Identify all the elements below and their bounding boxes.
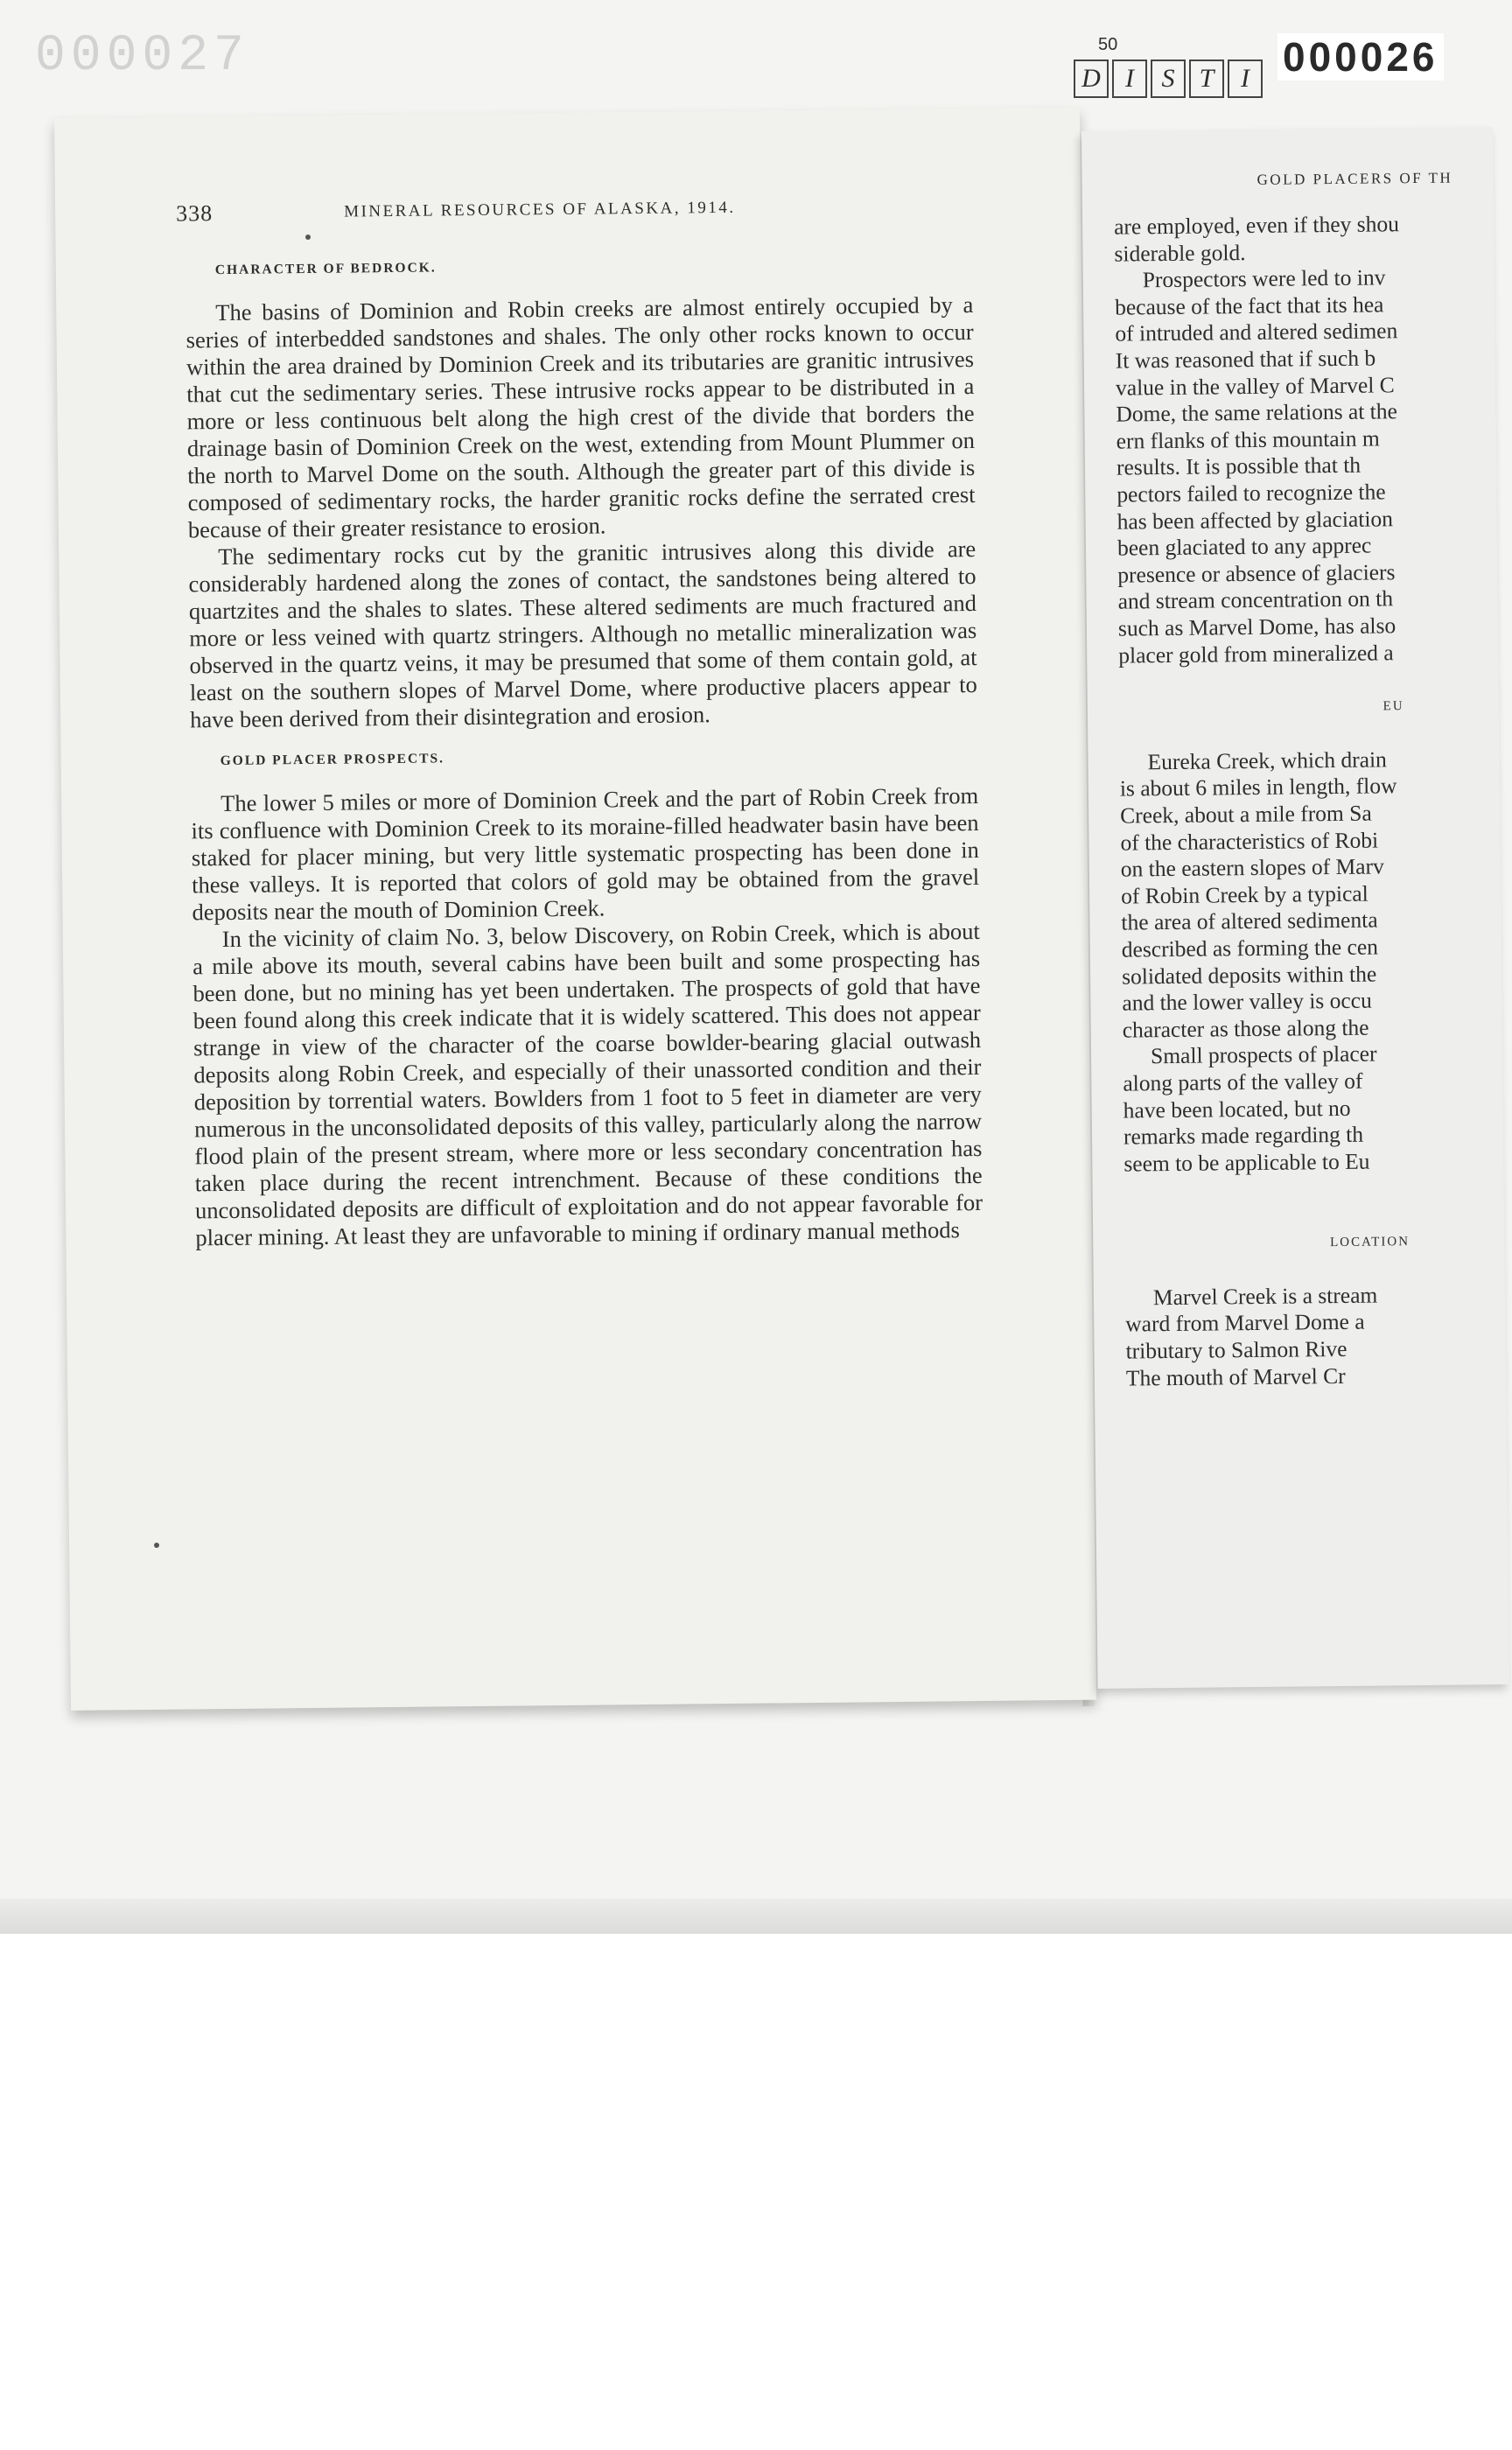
text-line: has been affected by glaciation [1116, 505, 1394, 535]
faded-stamp-number: 000027 [35, 28, 249, 85]
paragraph: The sedimentary rocks cut by the granitic intrusives along this divide are considerably hardened along the zones of contact, the sandstones being altered to quartzites and the shales to slates. These altered sediments are much fractured and more or less veined with quartz stringers. Although no metallic mineralization was observed in the quartz veins, it may be presumed that some of them contain gold, at least on the southern slopes of Marvel Dome, where productive placers appear to have been derived from their disintegration and erosion. [188, 535, 977, 733]
text-line: Eureka Creek, which drain [1147, 746, 1387, 775]
text-line: along parts of the valley of [1123, 1068, 1363, 1096]
document-number: 000026 [1278, 33, 1444, 80]
text-line: ern flanks of this mountain m [1116, 425, 1380, 454]
right-running-head: GOLD PLACERS OF TH [1256, 169, 1453, 188]
stamp-letter: I [1228, 60, 1263, 98]
scan-speck [154, 1543, 159, 1548]
text-line: and the lower valley is occu [1122, 987, 1372, 1016]
scan-speck [305, 234, 311, 240]
stamp-letter: D [1074, 60, 1109, 98]
paragraph: The basins of Dominion and Robin creeks are almost entirely occupied by a series of interbedded sandstones and shales. The only other rocks known to occur within the area drained by Dominion Creek and its tributaries are granitic intrusives that cut the sedimentary series. These intrusive rocks appear to be distributed in a more or less continuous belt along the high crest of the divide that borders the drainage basin of Dominion Creek on the west, extending from Mount Plummer on the north to Marvel Dome on the south. Although the greater part of this divide is composed of sedimentary rocks, the harder granitic rocks define the serrated crest because of their greater resistance to erosion. [186, 291, 976, 543]
text-line: been glaciated to any apprec [1116, 532, 1372, 561]
text-line: The mouth of Marvel Cr [1125, 1362, 1346, 1391]
text-line: presence or absence of glaciers [1117, 558, 1396, 588]
text-line: Dome, the same relations at the [1116, 398, 1398, 427]
stamp-small-number: 50 [1098, 35, 1118, 54]
left-page [54, 108, 1096, 1711]
text-line: of Robin Creek by a typical [1121, 880, 1368, 909]
line-gap [1124, 1175, 1410, 1205]
line-gap [1118, 666, 1404, 696]
text-line: siderable gold. [1114, 239, 1246, 267]
text-line: pectors failed to recognize the [1116, 479, 1386, 508]
text-line: placer gold from mineralized a [1118, 639, 1394, 668]
stamp-letter: T [1189, 60, 1224, 98]
text-line: Marvel Creek is a stream [1152, 1282, 1378, 1310]
paragraph: In the vicinity of claim No. 3, below Discovery, on Robin Creek, which is about a mile above its mouth, several cabins have been built and some prospecting has been done, but no mining has yet been undertaken. The prospects of gold that have been found along this creek indicate that it is widely scattered. This does not appear strange in view of the character of the coarse bowlder-bearing glacial outwash deposits along Robin Creek, and especially of their unassorted condition and their deposition by torrential waters. Bowlders from 1 foot to 5 feet in diameter are very numerous in the unconsolidated deposits of this valley, particularly along the narrow flood plain of the present stream, where more or less secondary concentration has taken place during the recent intrenchment. Because of these conditions the unconsolidated deposits are difficult of exploitation and do not appear favorable for placer mining. At least they are unfavorable to mining if ordinary manual methods [192, 917, 984, 1251]
stamp-letter: I [1112, 60, 1147, 98]
stamp-letter: S [1151, 60, 1186, 98]
page-number: 338 [175, 200, 214, 227]
right-page-body [1114, 211, 1411, 1391]
text-line: described as forming the cen [1121, 934, 1379, 962]
text-line: Creek, about a mile from Sa [1120, 800, 1372, 829]
text-line: It was reasoned that if such b [1115, 345, 1376, 374]
text-line: seem to be applicable to Eu [1124, 1148, 1370, 1177]
text-line: on the eastern slopes of Marv [1120, 853, 1384, 882]
text-line: such as Marvel Dome, has also [1117, 612, 1396, 641]
text-line: have been located, but no [1123, 1095, 1351, 1124]
section-heading: GOLD PLACER PROSPECTS. [220, 751, 445, 769]
text-line: Small prospects of placer [1150, 1040, 1377, 1069]
text-line: of the characteristics of Robi [1120, 827, 1379, 856]
text-line: and stream concentration on th [1117, 585, 1394, 614]
paragraph: The lower 5 miles or more of Dominion Creek and the part of Robin Creek from its confluence with Dominion Creek to its moraine-filled headwater basin have been staked for placer mining, but very little systematic prospecting has been done in these valleys. It is reported that colors of gold may be obtained from the gravel deposits near the mouth of Dominion Creek. [191, 781, 980, 926]
section-heading-eu: EU [1382, 698, 1404, 714]
text-line: Prospectors were led to inv [1142, 264, 1386, 293]
stamp-letter-boxes [1074, 60, 1266, 98]
line-gap [1124, 1255, 1410, 1284]
text-line: character as those along the [1122, 1014, 1369, 1043]
text-line: results. It is possible that th [1116, 452, 1362, 480]
scan-bottom-edge [0, 1899, 1512, 1934]
text-line: of intruded and altered sedimen [1115, 318, 1398, 346]
running-head: MINERAL RESOURCES OF ALASKA, 1914. [344, 198, 736, 221]
text-line: value in the valley of Marvel C [1115, 371, 1395, 401]
right-page [1082, 127, 1509, 1689]
section-heading-location: LOCATION [1329, 1234, 1410, 1250]
section-heading: CHARACTER OF BEDROCK. [214, 260, 437, 278]
archive-stamp [1063, 35, 1264, 103]
text-line: remarks made regarding th [1123, 1121, 1364, 1150]
text-line: ward from Marvel Dome a [1125, 1309, 1365, 1337]
line-gap [1124, 1201, 1410, 1231]
text-line: is about 6 miles in length, flow [1119, 773, 1397, 802]
text-line: are employed, even if they shou [1113, 211, 1400, 240]
text-line: solidated deposits within the [1121, 961, 1377, 990]
left-page-body [186, 248, 984, 1251]
line-gap [1119, 719, 1404, 749]
text-line: the area of altered sedimenta [1121, 906, 1378, 936]
text-line: tributary to Salmon Rive [1125, 1335, 1348, 1364]
text-line: because of the fact that its hea [1114, 291, 1384, 320]
